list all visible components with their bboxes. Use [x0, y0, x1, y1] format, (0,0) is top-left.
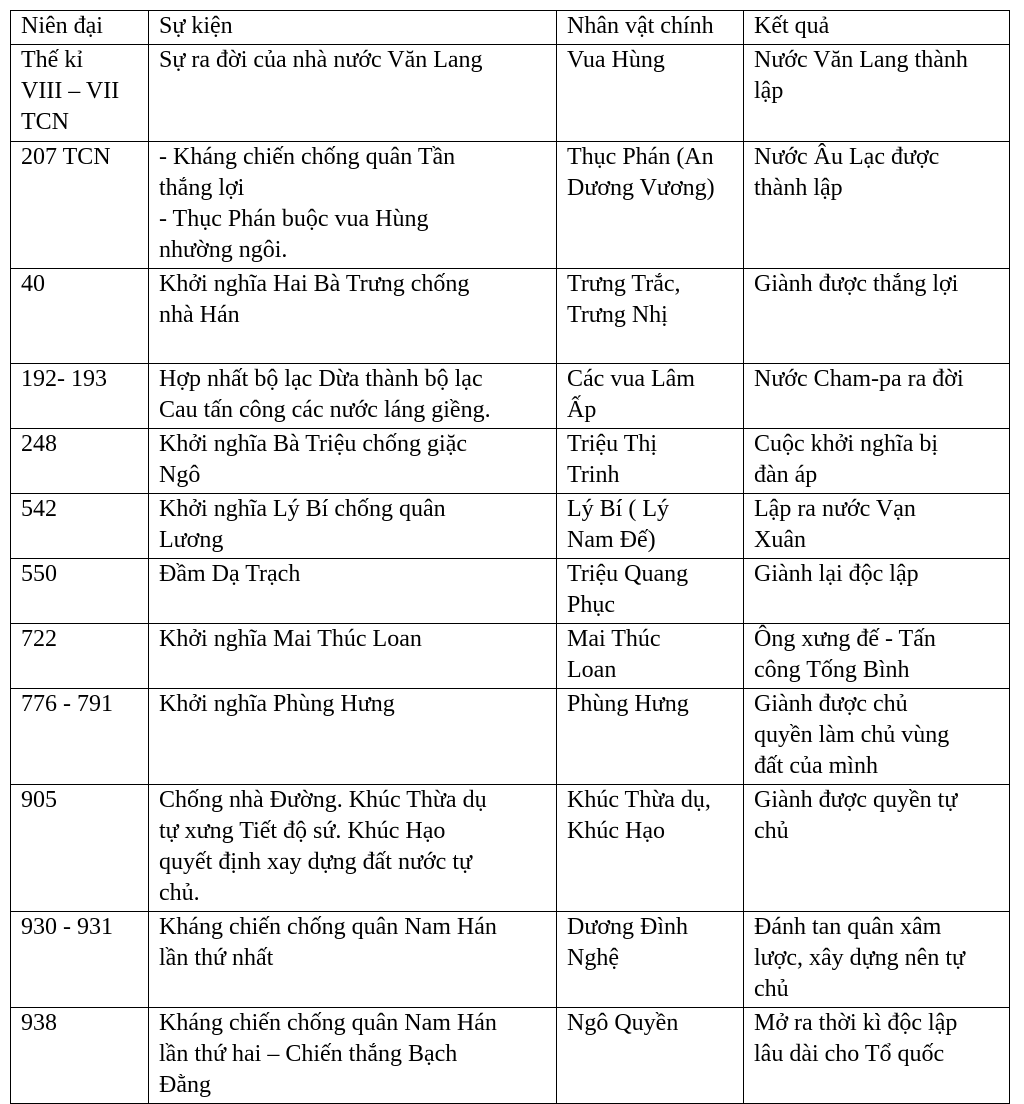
- cell-nien-dai: 776 - 791: [11, 689, 149, 785]
- header-nien-dai: Niên đại: [11, 11, 149, 45]
- cell-su-kien: - Kháng chiến chống quân Tần thắng lợi - Thục Phán buộc vua Hùng nhường ngôi.: [149, 142, 557, 269]
- cell-nien-dai: 248: [11, 429, 149, 494]
- cell-nhan-vat: Mai Thúc Loan: [557, 624, 744, 689]
- cell-ket-qua: Đánh tan quân xâm lược, xây dựng nên tự chủ: [744, 912, 1010, 1008]
- cell-ket-qua: Giành được chủ quyền làm chủ vùng đất của mình: [744, 689, 1010, 785]
- cell-su-kien: Kháng chiến chống quân Nam Hán lần thứ nhất: [149, 912, 557, 1008]
- cell-nien-dai: 192- 193: [11, 364, 149, 429]
- cell-nien-dai: Thế kỉ VIII – VII TCN: [11, 45, 149, 142]
- cell-su-kien: Khởi nghĩa Mai Thúc Loan: [149, 624, 557, 689]
- cell-nien-dai: 207 TCN: [11, 142, 149, 269]
- cell-su-kien: Khởi nghĩa Bà Triệu chống giặc Ngô: [149, 429, 557, 494]
- cell-ket-qua: Giành được quyền tự chủ: [744, 785, 1010, 912]
- cell-ket-qua: Mở ra thời kì độc lập lâu dài cho Tổ quốc: [744, 1008, 1010, 1104]
- table-row: [11, 364, 1010, 429]
- cell-ket-qua: Nước Âu Lạc được thành lập: [744, 142, 1010, 269]
- header-ket-qua: Kết quả: [744, 11, 1010, 45]
- cell-ket-qua: Ông xưng đế - Tấn công Tống Bình: [744, 624, 1010, 689]
- cell-nien-dai: 938: [11, 1008, 149, 1104]
- cell-nien-dai: 40: [11, 269, 149, 364]
- cell-nhan-vat: Thục Phán (An Dương Vương): [557, 142, 744, 269]
- cell-ket-qua: Giành lại độc lập: [744, 559, 1010, 624]
- table-row: [11, 429, 1010, 494]
- cell-nhan-vat: Vua Hùng: [557, 45, 744, 142]
- cell-nien-dai: 930 - 931: [11, 912, 149, 1008]
- cell-nien-dai: 542: [11, 494, 149, 559]
- cell-nhan-vat: Trưng Trắc, Trưng Nhị: [557, 269, 744, 364]
- cell-su-kien: Đầm Dạ Trạch: [149, 559, 557, 624]
- table-row: [11, 142, 1010, 269]
- cell-nhan-vat: Các vua Lâm Ấp: [557, 364, 744, 429]
- table-row: [11, 689, 1010, 785]
- cell-su-kien: Khởi nghĩa Hai Bà Trưng chống nhà Hán: [149, 269, 557, 364]
- table-header-row: [11, 11, 1010, 45]
- cell-nhan-vat: Dương Đình Nghệ: [557, 912, 744, 1008]
- cell-su-kien: Khởi nghĩa Phùng Hưng: [149, 689, 557, 785]
- header-su-kien: Sự kiện: [149, 11, 557, 45]
- cell-nhan-vat: Lý Bí ( Lý Nam Đế): [557, 494, 744, 559]
- header-nhan-vat-chinh: Nhân vật chính: [557, 11, 744, 45]
- cell-su-kien: Chống nhà Đường. Khúc Thừa dụ tự xưng Tiết độ sứ. Khúc Hạo quyết định xay dựng đất nước tự chủ.: [149, 785, 557, 912]
- cell-ket-qua: Nước Cham-pa ra đời: [744, 364, 1010, 429]
- table-row: [11, 269, 1010, 364]
- cell-su-kien: Hợp nhất bộ lạc Dừa thành bộ lạc Cau tấn công các nước láng giềng.: [149, 364, 557, 429]
- cell-ket-qua: Cuộc khởi nghĩa bị đàn áp: [744, 429, 1010, 494]
- cell-nhan-vat: Ngô Quyền: [557, 1008, 744, 1104]
- table-row: [11, 624, 1010, 689]
- table-row: [11, 785, 1010, 912]
- history-table: [10, 10, 1010, 1104]
- cell-nien-dai: 722: [11, 624, 149, 689]
- table-row: [11, 45, 1010, 142]
- cell-ket-qua: Lập ra nước Vạn Xuân: [744, 494, 1010, 559]
- table-row: [11, 559, 1010, 624]
- cell-nhan-vat: Triệu Thị Trinh: [557, 429, 744, 494]
- table-row: [11, 1008, 1010, 1104]
- cell-nien-dai: 550: [11, 559, 149, 624]
- cell-su-kien: Khởi nghĩa Lý Bí chống quân Lương: [149, 494, 557, 559]
- cell-nhan-vat: Triệu Quang Phục: [557, 559, 744, 624]
- cell-su-kien: Kháng chiến chống quân Nam Hán lần thứ hai – Chiến thắng Bạch Đằng: [149, 1008, 557, 1104]
- cell-ket-qua: Nước Văn Lang thành lập: [744, 45, 1010, 142]
- cell-su-kien: Sự ra đời của nhà nước Văn Lang: [149, 45, 557, 142]
- table-row: [11, 494, 1010, 559]
- cell-ket-qua: Giành được thắng lợi: [744, 269, 1010, 364]
- cell-nhan-vat: Phùng Hưng: [557, 689, 744, 785]
- cell-nhan-vat: Khúc Thừa dụ, Khúc Hạo: [557, 785, 744, 912]
- table-row: [11, 912, 1010, 1008]
- cell-nien-dai: 905: [11, 785, 149, 912]
